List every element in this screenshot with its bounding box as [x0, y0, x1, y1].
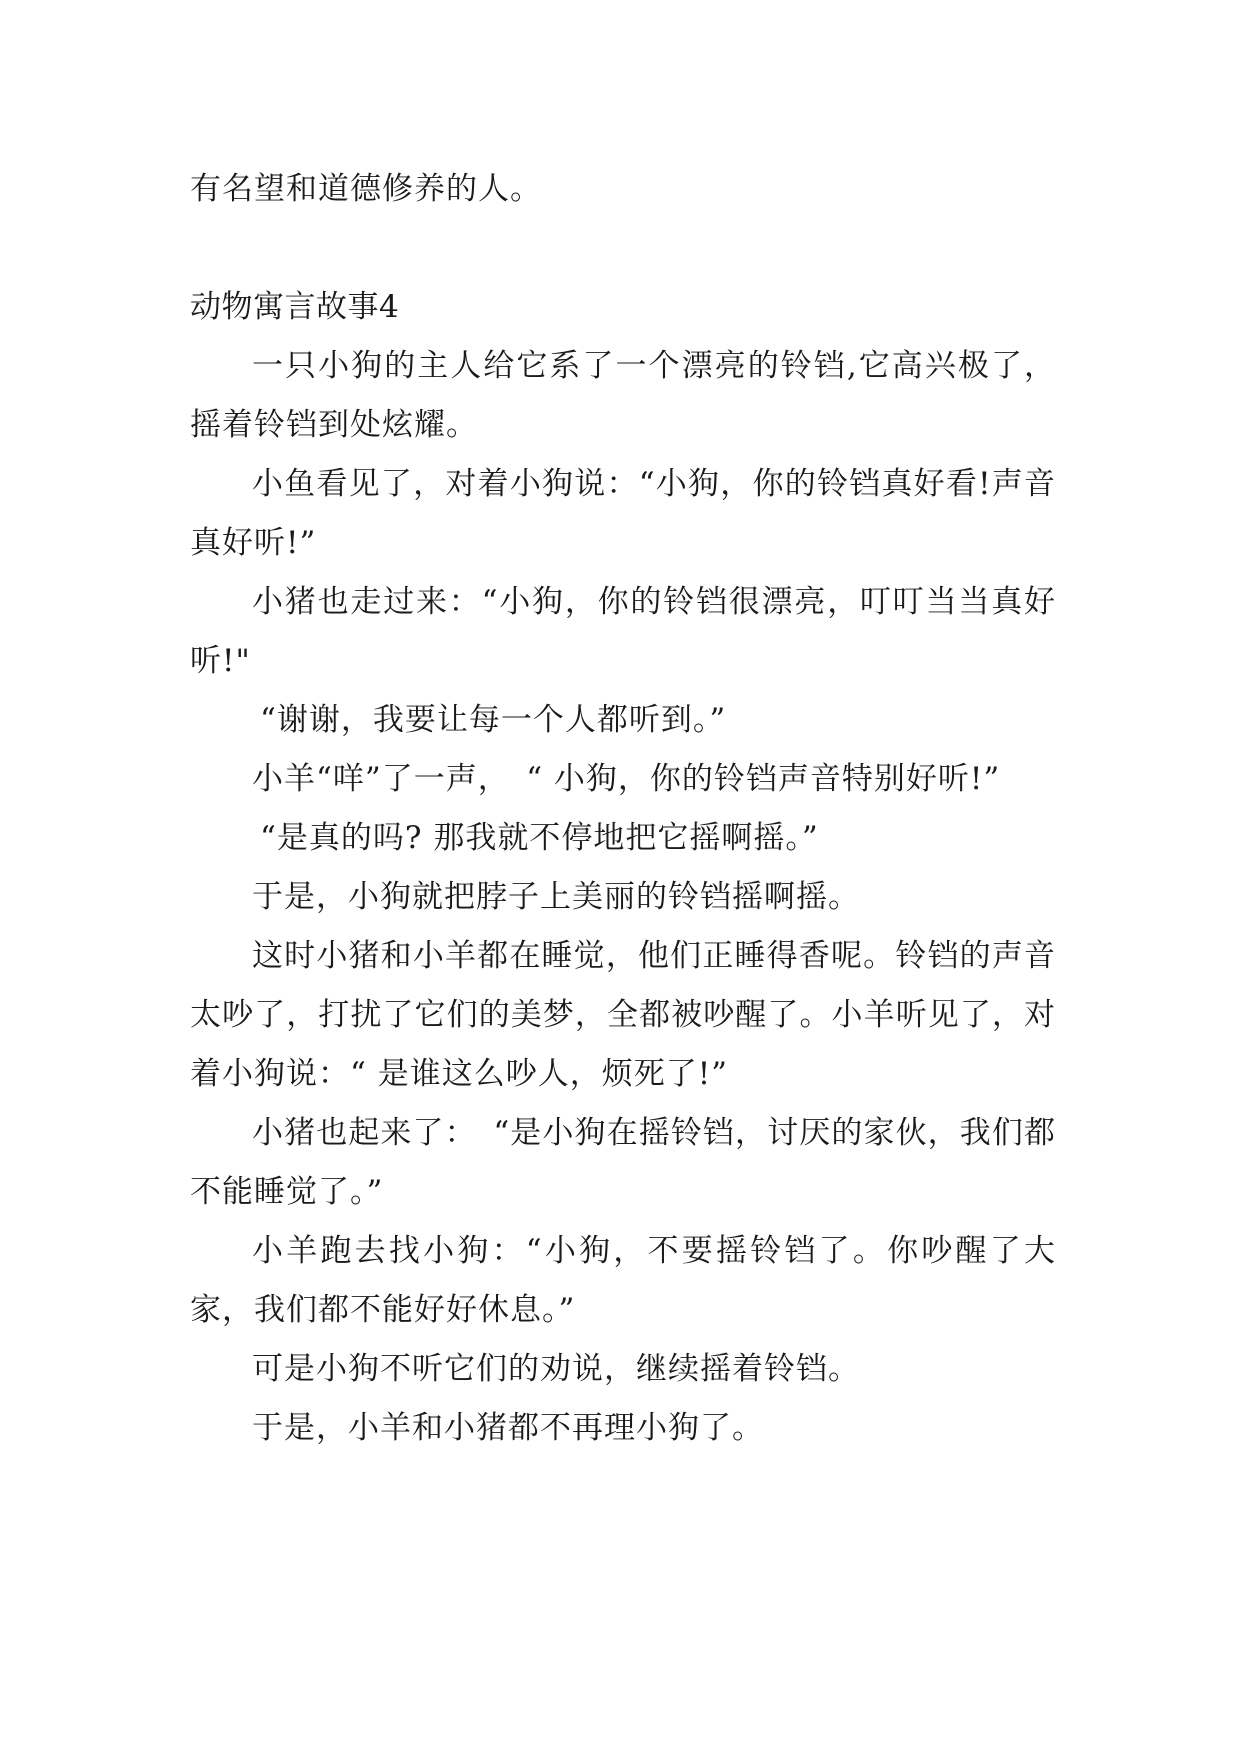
paragraph: 这时小猪和小羊都在睡觉，他们正睡得香呢。铃铛的声音太吵了，打扰了它们的美梦，全都被吵醒了。小羊听见了，对着小狗说：“ 是谁这么吵人，烦死了!”: [190, 938, 1056, 1092]
paragraph: 小鱼看见了，对着小狗说：“小狗，你的铃铛真好看!声音真好听!”: [190, 466, 1056, 561]
document-body: [190, 160, 1056, 1458]
paragraph: “谢谢，我要让每一个人都听到。”: [260, 702, 727, 738]
paragraph: “是真的吗? 那我就不停地把它摇啊摇。”: [260, 820, 819, 856]
paragraph: 于是，小羊和小猪都不再理小狗了。: [252, 1410, 764, 1446]
paragraph: 于是，小狗就把脖子上美丽的铃铛摇啊摇。: [252, 879, 860, 915]
paragraph: 可是小狗不听它们的劝说，继续摇着铃铛。: [252, 1351, 860, 1387]
paragraph: 小羊跑去找小狗：“小狗，不要摇铃铛了。你吵醒了大家，我们都不能好好休息。”: [190, 1233, 1056, 1328]
paragraph: 小猪也起来了： “是小狗在摇铃铛，讨厌的家伙，我们都不能睡觉了。”: [190, 1115, 1056, 1210]
paragraph: 一只小狗的主人给它系了一个漂亮的铃铛,它高兴极了，摇着铃铛到处炫耀。: [190, 348, 1056, 443]
section-title: 动物寓言故事4: [190, 289, 400, 325]
paragraph: 小羊“咩”了一声， “ 小狗，你的铃铛声音特别好听!”: [252, 761, 1001, 797]
paragraph: 小猪也走过来：“小狗，你的铃铛很漂亮，叮叮当当真好听!": [190, 584, 1056, 679]
continuation-line: 有名望和道德修养的人。: [190, 171, 542, 207]
